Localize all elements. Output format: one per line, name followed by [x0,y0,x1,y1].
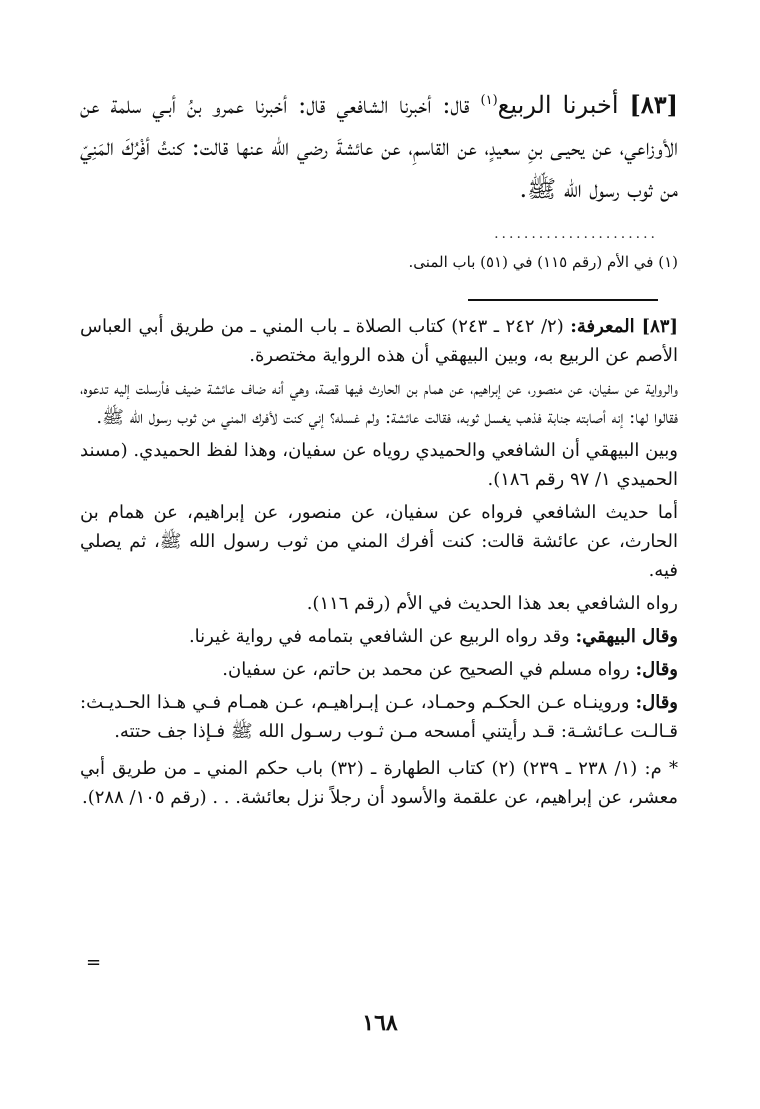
section-divider [468,299,658,301]
commentary-paragraph: رواه الشافعي بعد هذا الحديث في الأم (رقم ١١٦). [306,593,678,614]
hadith-number: [٨٣] [629,90,678,119]
commentary-text: وقد رواه الربيع عن الشافعي بتمامه في رواية غيرنا. [188,626,576,647]
hadith-text [80,84,678,210]
commentary-paragraph [80,312,678,370]
page-number: ١٦٨ [362,1010,398,1036]
footnote-marker: (١) [480,93,498,108]
commentary-text: رواه مسلم في الصحيح عن محمد بن حاتم، عن سفيان. [222,659,636,680]
separator-dots: ...................... [494,226,658,242]
commentary-paragraph [80,688,678,746]
commentary-paragraph: * م: (١/ ٢٣٨ ـ ٢٣٩) (٢) كتاب الطهارة ـ (٣٢) باب حكم المني ـ من طريق أبي معشر، عن إبراهيم، عن علقمة والأسود أن رجلاً نزل بعائشة. . . (رقم ١٠٥/ ٢٨٨). [80,758,678,808]
commentary-paragraph: والرواية عن سفيان، عن منصور، عن إبراهيم، عن همام بن الحارث فيها قصة، وهي أنه ضاف عائشة ضيف فأرسلت إليه تدعوه، فقالوا لها: إنه أصابته جنابة فذهب يغسل ثوبه، فقالت عائشة: ولم غسله؟ إني كنت لأفرك المني من ثوب رسول الله ﷺ. [80,378,678,428]
continuation-mark: = [86,952,102,973]
commentary-label: وقال البيهقي: [575,626,678,647]
commentary-paragraph: وبين البيهقي أن الشافعي والحميدي روياه عن سفيان، وهذا لفظ الحميدي. (مسند الحميدي ١/ ٩٧ رقم ١٨٦). [80,440,678,490]
footnote: (١) في الأم (رقم ١١٥) في (٥١) باب المنى. [408,253,678,271]
commentary-label: [٨٣] المعرفة: [570,316,678,337]
commentary-text: وروينـاه عـن الحكـم وحمـاد، عـن إبـراهيـم، عـن همـام فـي هـذا الحـديـث: قـالـت عـائشـة: قـد رأيتني أمسحه مـن ثـوب رسـول الله ﷺ فـإذا جف حتته. [80,692,678,742]
hadith-text-part1: أخبرنا الربيع [497,91,619,119]
commentary-paragraph [80,655,678,684]
commentary-label: وقال: [635,692,678,713]
commentary-paragraph [80,622,678,651]
commentary [80,312,678,816]
commentary-text: (٢/ ٢٤٢ ـ ٢٤٣) كتاب الصلاة ـ باب المني ـ من طريق أبي العباس الأصم عن الربيع به، وبين البيهقي أن هذه الرواية مختصرة. [80,316,678,366]
commentary-paragraph: أما حديث الشافعي فرواه عن سفيان، عن منصور، عن إبراهيم، عن همام بن الحارث، عن عائشة قالت: كنت أفرك المني من ثوب رسول الله ﷺ، ثم يصلي فيه. [80,502,678,581]
commentary-label: وقال: [635,659,678,680]
hadith-text-part2: قال: أخبرنا الشافعي قال: أخبرنا عمرو بنُ أبـي سلمة عن الأوزاعي، عن يحيـى بنِ سعيدٍ، عن القاسمِ، عن عائشةَ رضي الله عنها قالت: كنتُ أفْرُكَ المَنِيّ من ثوب رسول الله ﷺ. [80,91,678,203]
